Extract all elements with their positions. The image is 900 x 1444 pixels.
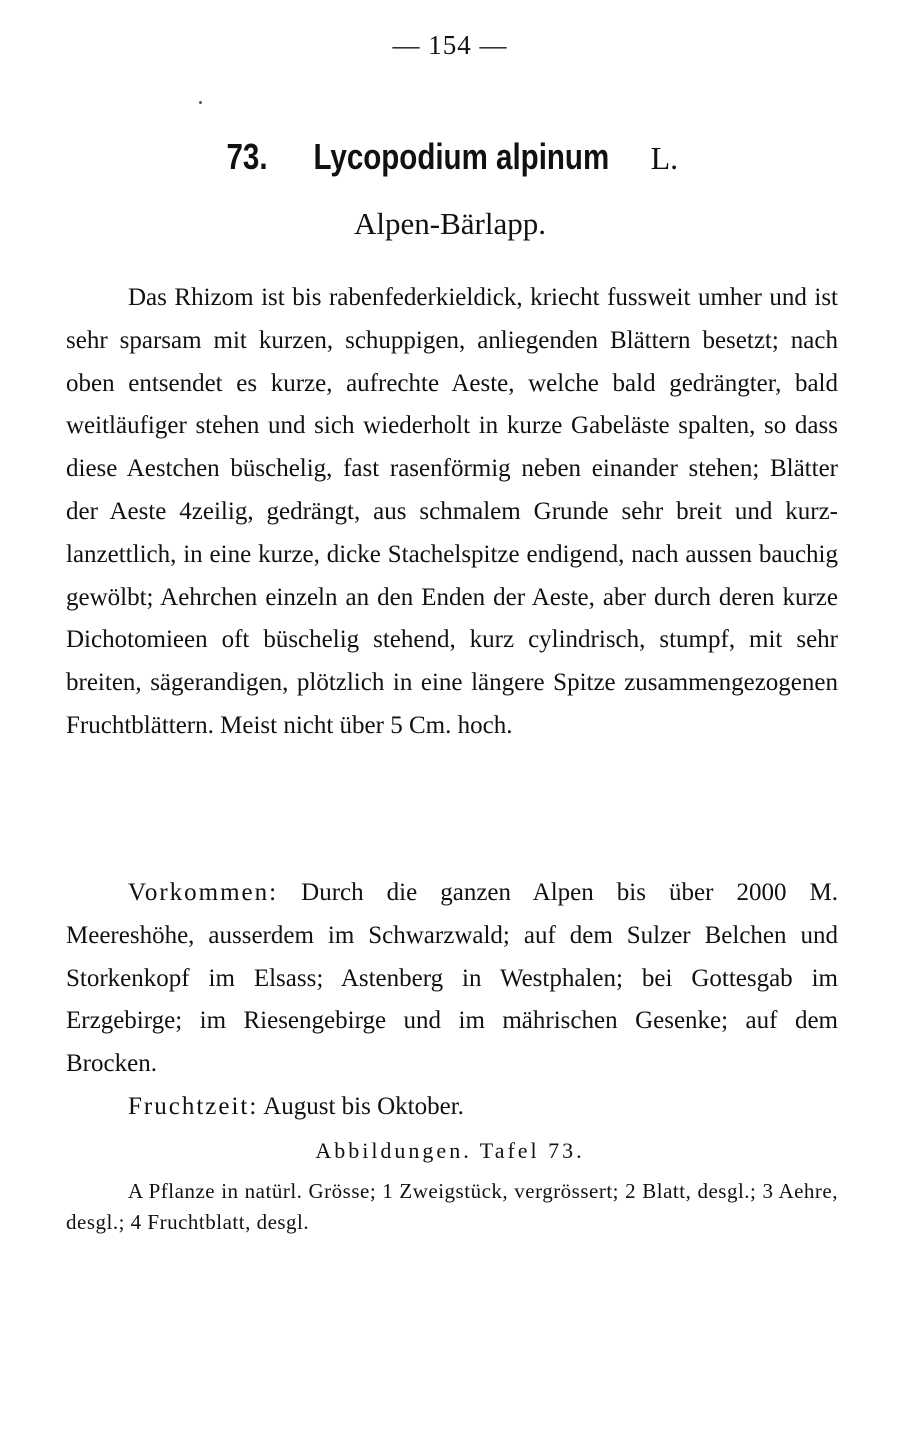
fruiting-label: Fruchtzeit: <box>128 1093 259 1120</box>
description-paragraph: Das Rhizom ist bis rabenfederkieldick, kriecht fussweit umher und ist sehr sparsam mit kurzen, schuppigen, anliegenden Blättern besetzt; nach oben entsendet es kurze, aufrechte Aeste, welche bald gedrängter, bald weitläufiger stehen und sich wiederholt in kurze Gabeläste spalten, so dass diese Aestchen büschelig, fast rasenförmig neben einander stehen; Blätter der Aeste 4zeilig, gedrängt, aus schmalem Grunde sehr breit und kurz-lanzettlich, in eine kurze, dicke Stachelspitze endigend, nach aussen bauchig gewölbt; Aehrchen einzeln an den Enden der Aeste, aber durch deren kurze Dichotomieen oft büschelig stehend, kurz cylindrisch, stumpf, mit sehr breiten, sägerandigen, plötzlich in eine längere Spitze zusammengezogenen Fruchtblättern. Meist nicht über 5 Cm. hoch. <box>66 284 838 739</box>
occurrence-text: Durch die ganzen Alpen bis über 2000 M. Meereshöhe, ausserdem im Schwarzwald; auf dem Sulzer Belchen und Storkenkopf im Elsass; Astenberg in Westphalen; bei Gottesgab im Erzgebirge; im Riesengebirge und im mährischen Gesenke; auf dem Brocken. <box>66 879 838 1078</box>
species-author: L. <box>650 140 679 176</box>
print-speck <box>199 101 202 104</box>
common-name: Alpen-Bärlapp. <box>354 206 546 241</box>
occurrence-label: Vorkommen: <box>128 879 279 906</box>
illustrations-heading: Abbildungen. Tafel 73. <box>315 1138 585 1163</box>
illustrations-caption: A Pflanze in natürl. Grösse; 1 Zweigstück, vergrössert; 2 Blatt, desgl.; 3 Aehre, desgl.; 4 Fruchtblatt, desgl. <box>66 1179 838 1234</box>
species-number: 73. <box>226 136 268 177</box>
fruiting-paragraph <box>66 1086 838 1129</box>
page-number: — 154 — <box>392 30 508 60</box>
species-title <box>0 136 900 178</box>
species-name: Lycopodium alpinum <box>313 136 610 177</box>
occurrence-paragraph <box>66 872 838 1086</box>
fruiting-text: August bis Oktober. <box>263 1093 464 1120</box>
